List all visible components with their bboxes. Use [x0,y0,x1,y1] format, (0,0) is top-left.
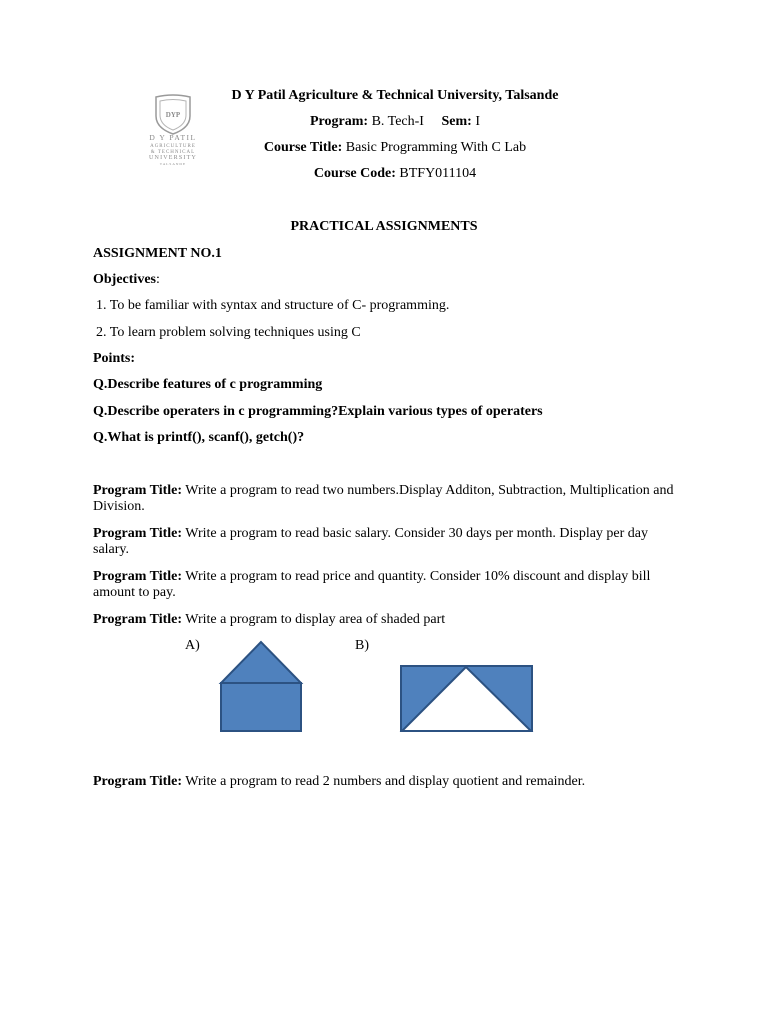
figure-label-b: B) [355,638,369,653]
logo-line-2: AGRICULTURE [150,144,196,149]
program-text: Write a program to read 2 numbers and display quotient and remainder. [185,774,586,789]
course-code-label: Course Code: [313,166,396,181]
question-item: Q.Describe features of c programming [93,377,323,392]
logo-line-4: UNIVERSITY [149,155,197,161]
program-value: B. Tech-I [371,114,424,129]
figure-a-house-shape [215,638,310,736]
program-item [93,483,683,515]
page-heading: PRACTICAL ASSIGNMENTS [290,219,478,234]
course-title-label: Course Title: [263,140,343,155]
figure-b-rectangle-triangle [396,660,538,736]
objectives-label: Objectives [93,272,156,287]
course-code-value: BTFY011104 [399,166,477,181]
program-text: Write a program to display area of shaded part [185,612,446,627]
program-text: Write a program to read two numbers.Display Additon, Subtraction, Multiplication and Division. [93,483,674,514]
question-item: Q.Describe operaters in c programming?Explain various types of operaters [93,404,543,419]
program-text: Write a program to read basic salary. Consider 30 days per month. Display per day salary. [93,526,649,557]
program-label: Program: [310,114,369,129]
program-item [93,774,683,790]
program-label: Program Title: [93,569,183,584]
logo-badge-text: DYP [165,111,181,119]
logo-line-1: D Y PATIL [149,133,197,142]
logo-line-3: & TECHNICAL [150,150,196,155]
university-logo [140,94,206,168]
program-item [93,612,683,628]
course-title-value: Basic Programming With C Lab [345,140,527,155]
header-block [215,88,575,192]
university-name: D Y Patil Agriculture & Technical University, Talsande [231,88,559,103]
objective-item: 1. To be familiar with syntax and structure of C- programming. [96,298,450,313]
program-item [93,526,683,558]
sem-value: I [475,114,480,129]
assignment-title: ASSIGNMENT NO.1 [93,246,222,261]
points-label: Points: [93,351,135,366]
program-label: Program Title: [93,774,183,789]
figure-label-a: A) [185,638,200,653]
objective-item: 2. To learn problem solving techniques using C [96,325,361,340]
objectives-colon: : [155,272,160,287]
sem-label: Sem: [441,114,472,129]
program-label: Program Title: [93,612,183,627]
program-label: Program Title: [93,483,183,498]
question-item: Q.What is printf(), scanf(), getch()? [93,430,305,445]
logo-line-5: TALSANDE [159,162,187,166]
program-item [93,569,683,601]
program-text: Write a program to read price and quantity. Consider 10% discount and display bill amount to pay. [93,569,651,600]
program-label: Program Title: [93,526,183,541]
